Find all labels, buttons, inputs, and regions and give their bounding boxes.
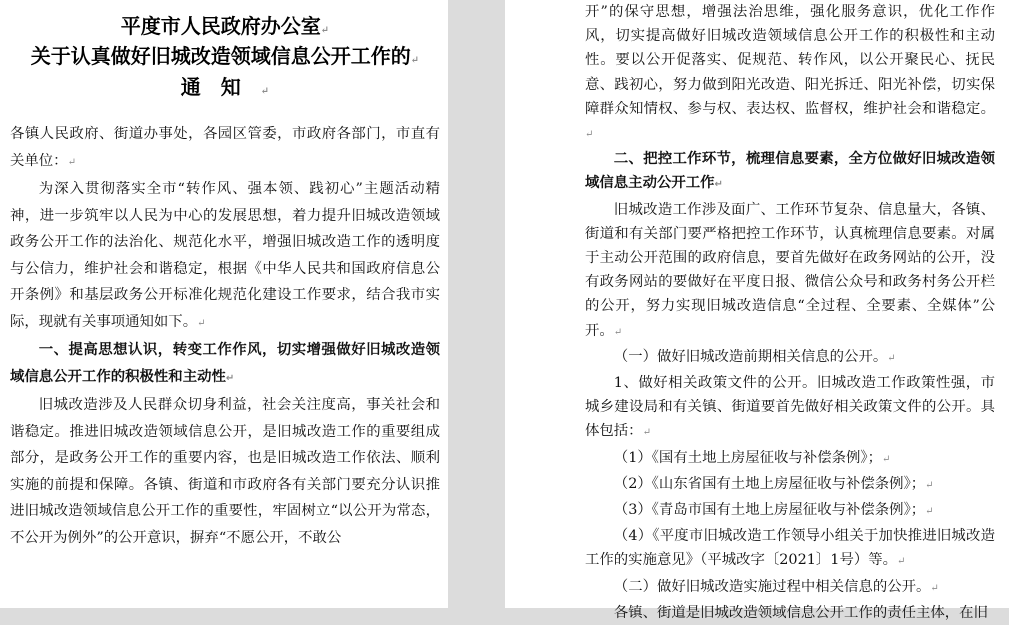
heading-text: 一、提高思想认识，转变工作作风，切实增强做好旧城改造领域信息公开工作的积极性和主动性 (10, 342, 440, 385)
paragraph-mark: ↵ (642, 427, 651, 439)
paragraph-mark: ↵ (320, 25, 330, 36)
document-title (10, 74, 440, 105)
law-text: （4）《平度市旧城改造工作领导小组关于加快推进旧城改造工作的实施意见》（平城改字〔2021〕1号）等。 (585, 528, 995, 569)
paragraph-mark: ↵ (897, 556, 906, 568)
addressee-text: 各镇人民政府、街道办事处，各园区管委，市政府各部门，市直有关单位： (10, 126, 440, 169)
section-heading-1 (10, 337, 440, 392)
law-item (585, 446, 995, 472)
intro-paragraph (10, 176, 440, 337)
subheading-text: （一）做好旧城改造前期相关信息的公开。 (613, 348, 888, 365)
paragraph-mark: ↵ (67, 156, 76, 168)
body-text: 各镇、街道是旧城改造领域信息公开工作的责任主体，在旧 (613, 604, 988, 621)
intro-text: 为深入贯彻落实全市“转作风、强本领、践初心”主题活动精神，进一步筑牢以人民为中心的发展思想，着力提升旧城改造领域政务公开工作的法治化、规范化水平，增强旧城改造工作的透明度与公信力，维护社会和谐稳定，根据《中华人民共和国政府信息公开条例》和基层政务公开标准化规范化建设工作要求，结合我市实际，现就有关事项通知如下。 (10, 181, 440, 330)
body-text: 开”的保守思想，增强法治思维，强化服务意识，优化工作作风，切实提高做好旧城改造领域信息公开工作的积极性和主动性。要以公开促落实、促规范、转作风，以公开聚民心、抚民意、践初心，努力做到阳光改造、阳光拆迁、阳光补偿，切实保障群众知情权、参与权、表达权、监督权，维护社会和谐稳定。 (585, 4, 995, 117)
body-paragraph (10, 392, 440, 551)
law-item (585, 498, 995, 524)
body-paragraph (585, 198, 995, 345)
subheading-2 (585, 575, 995, 601)
paragraph-mark: ↵ (613, 326, 623, 338)
law-text: （3）《青岛市国有土地上房屋征收与补偿条例》； (613, 502, 926, 519)
law-text: （1）《国有土地上房屋征收与补偿条例》； (613, 449, 882, 466)
paragraph-mark: ↵ (410, 55, 420, 66)
title-line-1: 平度市人民政府办公室 (120, 14, 321, 38)
paragraph-mark: ↵ (881, 453, 891, 465)
law-item (585, 524, 995, 574)
subheading-1 (585, 345, 995, 371)
paragraph-mark: ↵ (925, 506, 934, 518)
title-line-2: 关于认真做好旧城改造领域信息公开工作的 (30, 44, 411, 68)
paragraph-mark: ↵ (197, 317, 206, 329)
subheading-text: （二）做好旧城改造实施过程中相关信息的公开。 (613, 578, 931, 595)
law-text: （2）《山东省国有土地上房屋征收与补偿条例》； (613, 475, 926, 492)
body-paragraph (585, 601, 995, 625)
paragraph-mark: ↵ (714, 179, 723, 191)
body-text: 1、做好相关政策文件的公开。旧城改造工作政策性强，市城乡建设局和有关镇、街道要首先做好相关政策文件的公开。具体包括： (585, 375, 995, 440)
document-page-right[interactable] (505, 0, 1009, 621)
law-item (585, 472, 995, 498)
body-text: 旧城改造涉及人民群众切身利益，社会关注度高，事关社会和谐稳定。推进旧城改造领域信息公开，是旧城改造工作的重要组成部分，是政务公开工作的重要内容，也是旧城改造工作依法、顺利实施的前提和保障。各镇、街道和市政府各有关部门要充分认识推进旧城改造领域信息公开工作的重要性，牢固树立“以公开为常态，不公开为例外”的公开意识，摒弃“不愿公开，不敢公 (10, 397, 440, 546)
paragraph-mark: ↵ (925, 479, 934, 491)
continued-paragraph (585, 0, 995, 147)
paragraph-mark: ↵ (887, 352, 896, 364)
paragraph-mark: ↵ (225, 372, 235, 384)
heading-text: 二、把控工作环节，梳理信息要素，全方位做好旧城改造领域信息主动公开工作 (585, 151, 995, 192)
list-item (585, 371, 995, 446)
addressee (10, 121, 440, 176)
paragraph-mark: ↵ (260, 86, 290, 97)
document-title (10, 43, 440, 74)
paragraph-mark: ↵ (930, 582, 939, 594)
document-title (10, 0, 440, 43)
paragraph-mark: ↵ (585, 129, 594, 141)
section-heading-2 (585, 147, 995, 197)
title-line-3: 通知 (180, 75, 261, 99)
body-text: 旧城改造工作涉及面广、工作环节复杂、信息量大，各镇、街道和有关部门要严格把控工作环节，认真梳理信息要素。对属于主动公开范围的政府信息，要首先做好在政务网站的公开，没有政务网站的要做好在平度日报、微信公众号和政务村务公开栏的公开，努力实现旧城改造信息“全过程、全要素、全媒体”公开。 (585, 201, 995, 339)
document-page-left[interactable] (0, 0, 448, 608)
